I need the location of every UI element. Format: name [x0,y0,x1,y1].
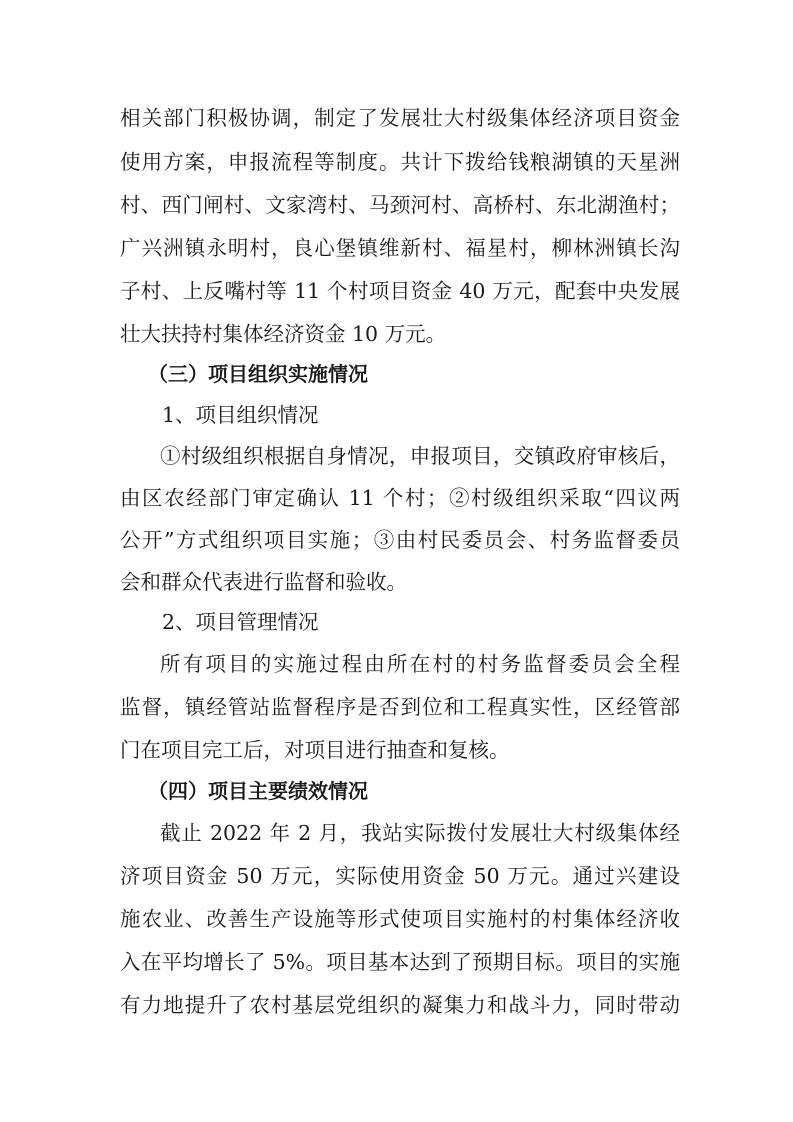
paragraph-line: 使用方案，申报流程等制度。共计下拨给钱粮湖镇的天星洲 [120,150,680,174]
paragraph-line: 由区农经部门审定确认 11 个村；②村级组织采取“四议两 [120,486,680,510]
section-heading-3: （三）项目组织实施情况 [148,362,368,386]
paragraph-line: ①村级组织根据自身情况，申报项目，交镇政府审核后， [160,444,680,468]
section-heading-4: （四）项目主要绩效情况 [148,779,368,803]
paragraph-line: 入在平均增长了 5%。项目基本达到了预期目标。项目的实施 [120,950,680,974]
paragraph-line: 壮大扶持村集体经济资金 10 万元。 [120,322,447,346]
paragraph-line: 会和群众代表进行监督和验收。 [120,570,407,594]
paragraph-line: 子村、上反嘴村等 11 个村项目资金 40 万元，配套中央发展 [120,279,680,303]
paragraph-line: 公开”方式组织项目实施；③由村民委员会、村务监督委员 [120,528,680,552]
paragraph-line: 所有项目的实施过程由所在村的村务监督委员会全程 [160,652,680,676]
paragraph-line: 相关部门积极协调，制定了发展壮大村级集体经济项目资金 [120,106,680,130]
paragraph-line: 截止 2022 年 2 月，我站实际拨付发展壮大村级集体经 [160,821,680,845]
paragraph-line: 村、西门闸村、文家湾村、马颈河村、高桥村、东北湖渔村； [120,193,680,217]
subsection-title-2: 2、项目管理情况 [162,610,319,634]
paragraph-line: 广兴洲镇永明村，良心堡镇维新村、福星村，柳林洲镇长沟 [120,236,680,260]
paragraph-line: 济项目资金 50 万元，实际使用资金 50 万元。通过兴建设 [120,864,680,888]
subsection-title-1: 1、项目组织情况 [162,403,319,427]
paragraph-line: 施农业、改善生产设施等形式使项目实施村的村集体经济收 [120,907,680,931]
paragraph-line: 门在项目完工后，对项目进行抽查和复核。 [120,738,510,762]
paragraph-line: 监督，镇经管站监督程序是否到位和工程真实性，区经管部 [120,695,680,719]
paragraph-line: 有力地提升了农村基层党组织的凝集力和战斗力，同时带动 [120,993,680,1017]
